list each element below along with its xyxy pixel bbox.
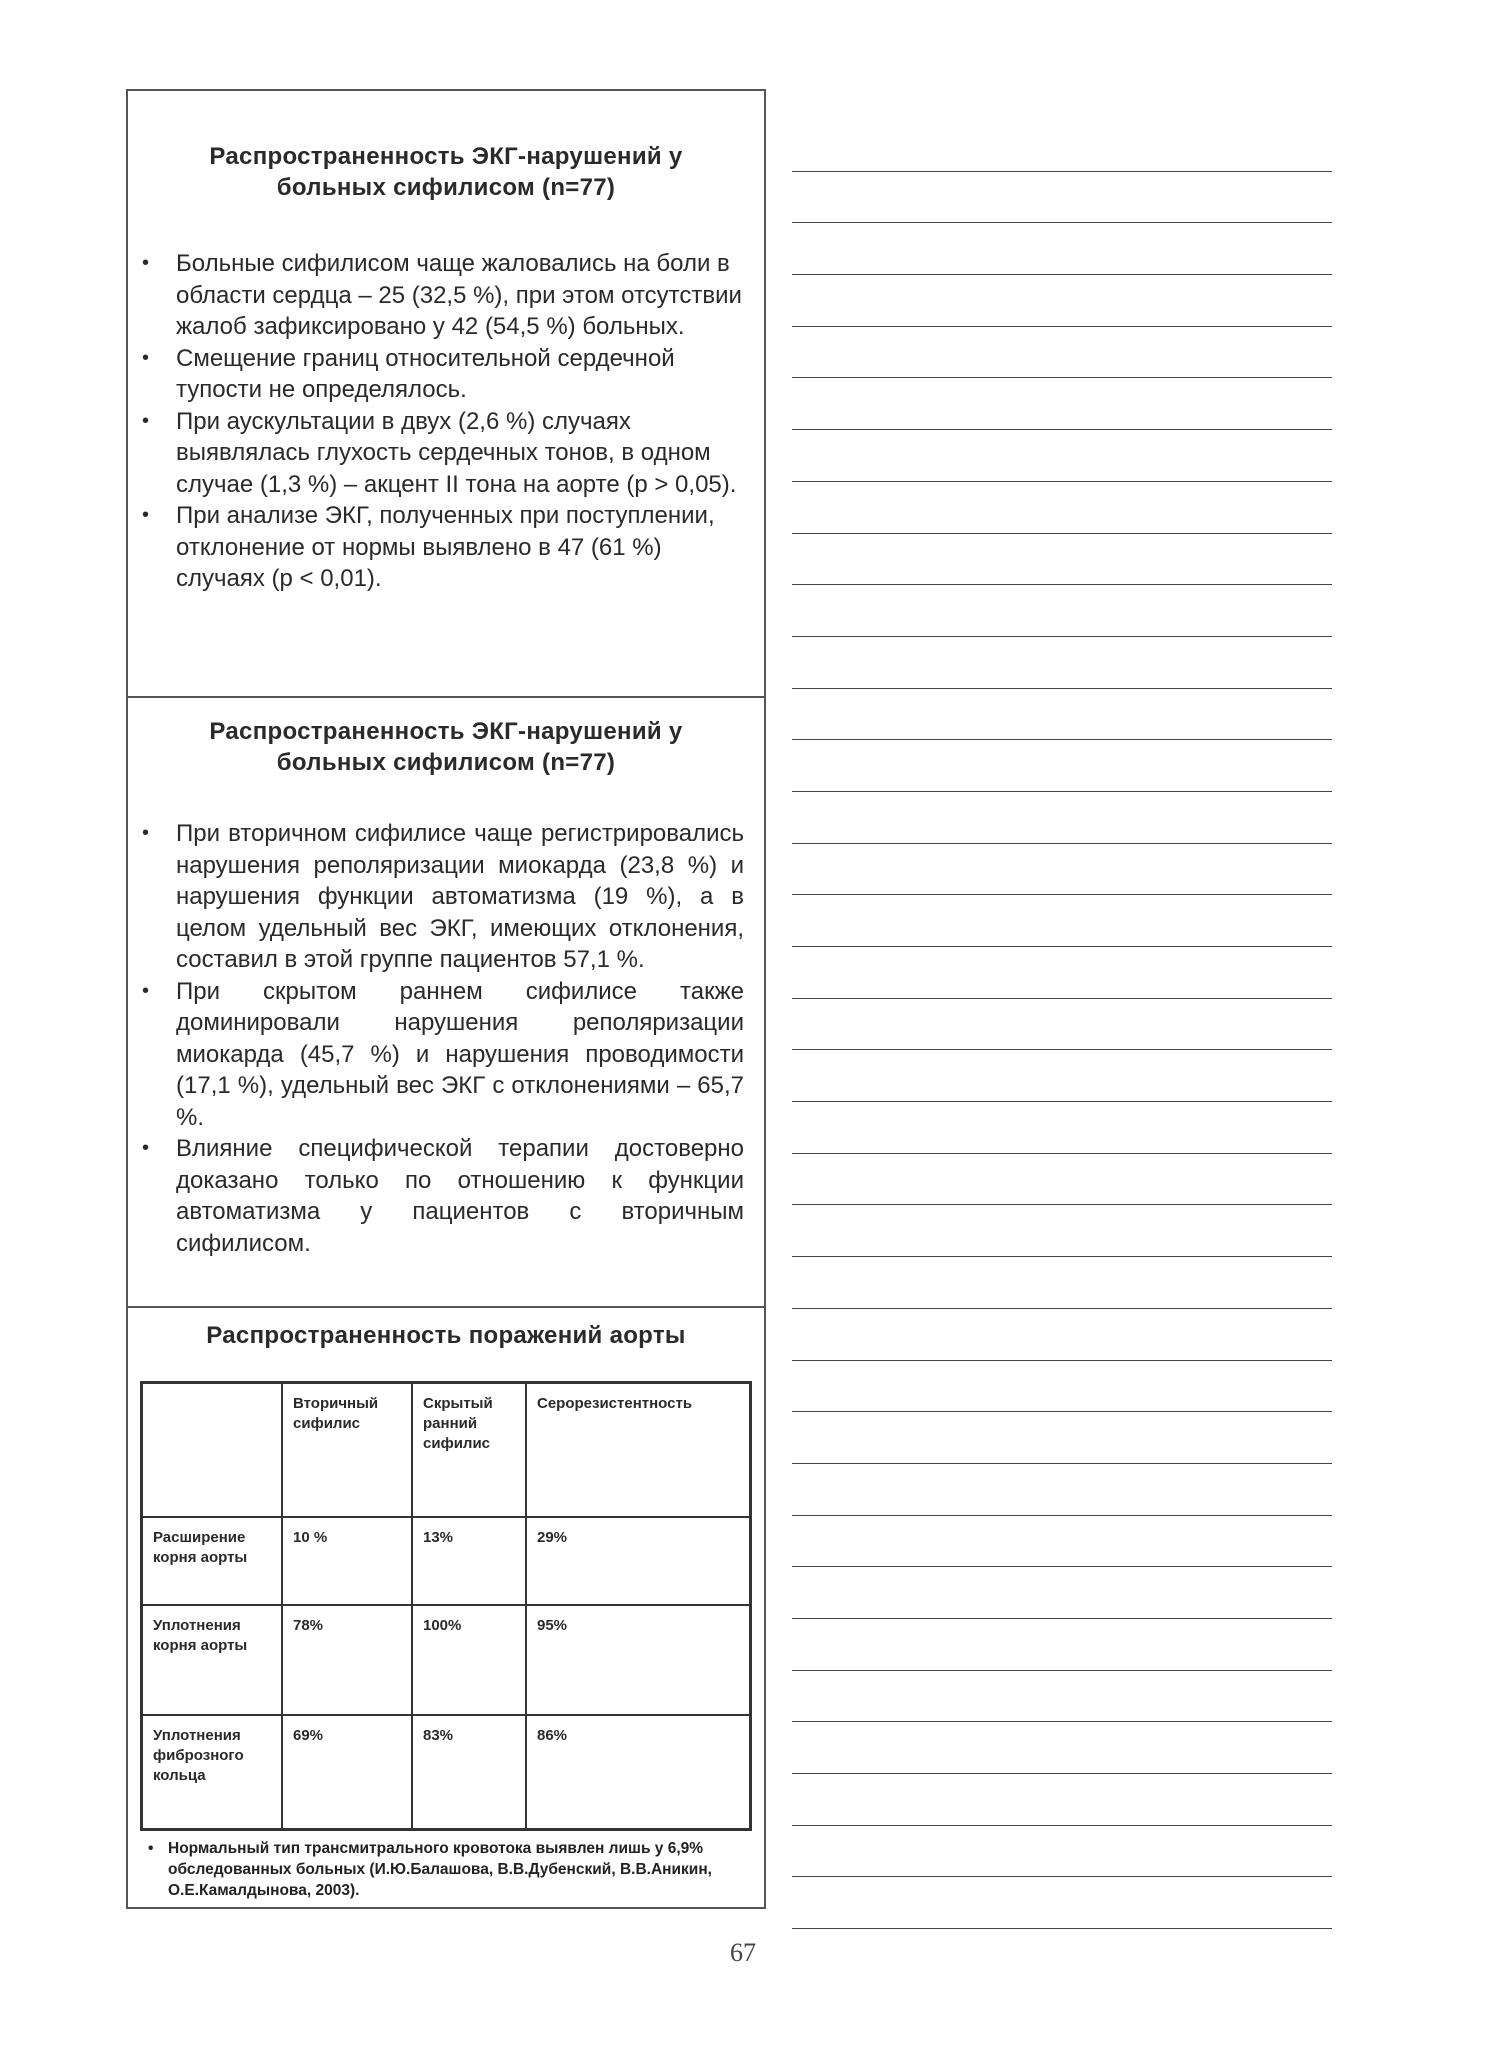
note-line [792, 844, 1332, 896]
table-row [142, 1517, 751, 1605]
note-line [792, 1205, 1332, 1257]
note-line [792, 1412, 1332, 1464]
note-line [792, 1619, 1332, 1671]
bullet-item: • Смещение границ относительной сердечной тупости не определялось. [176, 343, 744, 406]
note-line [792, 430, 1332, 482]
bullet-item: • При вторичном сифилисе чаще регистрировались нарушения реполяризации миокарда (23,8 %) и нарушения функции автоматизма (19 %), а в целом удельный вес ЭКГ, имеющих отклонения, составил в этой группе пациентов 57,1 %. [176, 818, 744, 976]
bullet-item: • Влияние специфической терапии достоверно доказано только по отношению к функции автоматизма у пациентов с вторичным сифилисом. [176, 1133, 744, 1259]
table-cell: 13% [412, 1517, 526, 1605]
slides-frame [126, 89, 766, 1909]
bullet-item: • При скрытом раннем сифилисе также доминировали нарушения реполяризации миокарда (45,7 %) и нарушения проводимости (17,1 %), удельный вес ЭКГ с отклонениями – 65,7 %. [176, 976, 744, 1134]
note-line [792, 120, 1332, 172]
note-line [792, 637, 1332, 689]
note-line [792, 1154, 1332, 1206]
note-line [792, 585, 1332, 637]
note-line [792, 1050, 1332, 1102]
slide-title: Распространенность поражений аорты [206, 1322, 686, 1349]
note-line [792, 1257, 1332, 1309]
slide-ecg-2 [128, 696, 764, 1306]
page-number: 67 [730, 1938, 756, 1967]
table-header-row [142, 1383, 751, 1518]
aorta-table [140, 1381, 752, 1831]
note-line [792, 223, 1332, 275]
note-line [792, 172, 1332, 224]
row-label: Уплотнения фиброзного кольца [142, 1715, 283, 1830]
bullet-item: • Больные сифилисом чаще жаловались на боли в области сердца – 25 (32,5 %), при этом отсутствии жалоб зафиксировано у 42 (54,5 %) больных. [176, 248, 744, 343]
row-label: Уплотнения корня аорты [142, 1605, 283, 1715]
note-line [792, 1102, 1332, 1154]
note-line [792, 1567, 1332, 1619]
table-cell: 78% [282, 1605, 412, 1715]
slide-title: Распространенность ЭКГ-нарушений у больных сифилисом (n=77) [209, 143, 683, 201]
note-line [792, 1877, 1332, 1929]
source-note: • Нормальный тип трансмитрального кровотока выявлен лишь у 6,9% обследованных больных (И.Ю.Балашова, В.В.Дубенский, В.В.Аникин, О.Е.Камалдынова, 2003). [138, 1838, 754, 1901]
note-line [792, 999, 1332, 1051]
note-line [792, 689, 1332, 741]
note-line [792, 1671, 1332, 1723]
note-line [792, 275, 1332, 327]
note-line [792, 1516, 1332, 1568]
note-lines [792, 120, 1332, 1929]
note-line [792, 378, 1332, 430]
table-row [142, 1605, 751, 1715]
slide-title: Распространенность ЭКГ-нарушений у больных сифилисом (n=77) [209, 718, 683, 776]
note-line [792, 482, 1332, 534]
table-cell: 95% [526, 1605, 751, 1715]
table-cell: 10 % [282, 1517, 412, 1605]
note-line [792, 534, 1332, 586]
slide-aorta [128, 1306, 764, 1907]
bullet-list [128, 248, 764, 595]
row-label: Расширение корня аорты [142, 1517, 283, 1605]
note-line [792, 1309, 1332, 1361]
note-line [792, 327, 1332, 379]
note-line [792, 740, 1332, 792]
note-line [792, 1826, 1332, 1878]
table-header-cell: Серорезистентность [526, 1383, 751, 1518]
note-line [792, 792, 1332, 844]
table-cell: 69% [282, 1715, 412, 1830]
table-cell: 100% [412, 1605, 526, 1715]
slide-ecg-1 [128, 91, 764, 696]
table-cell: 83% [412, 1715, 526, 1830]
note-line [792, 895, 1332, 947]
note-line [792, 947, 1332, 999]
bullet-item: • При аускультации в двух (2,6 %) случаях выявлялась глухость сердечных тонов, в одном случае (1,3 %) – акцент II тона на аорте (p > 0,05). [176, 406, 744, 501]
table-header-cell: Вторичный сифилис [282, 1383, 412, 1518]
note-line [792, 1464, 1332, 1516]
table-cell: 86% [526, 1715, 751, 1830]
bullet-list [128, 818, 764, 1259]
note-line [792, 1361, 1332, 1413]
table-row [142, 1715, 751, 1830]
table-header-cell [142, 1383, 283, 1518]
table-header-cell: Скрытый ранний сифилис [412, 1383, 526, 1518]
note-line [792, 1722, 1332, 1774]
table-cell: 29% [526, 1517, 751, 1605]
bullet-item: • При анализе ЭКГ, полученных при поступлении, отклонение от нормы выявлено в 47 (61 %) случаях (p < 0,01). [176, 500, 744, 595]
note-line [792, 1774, 1332, 1826]
